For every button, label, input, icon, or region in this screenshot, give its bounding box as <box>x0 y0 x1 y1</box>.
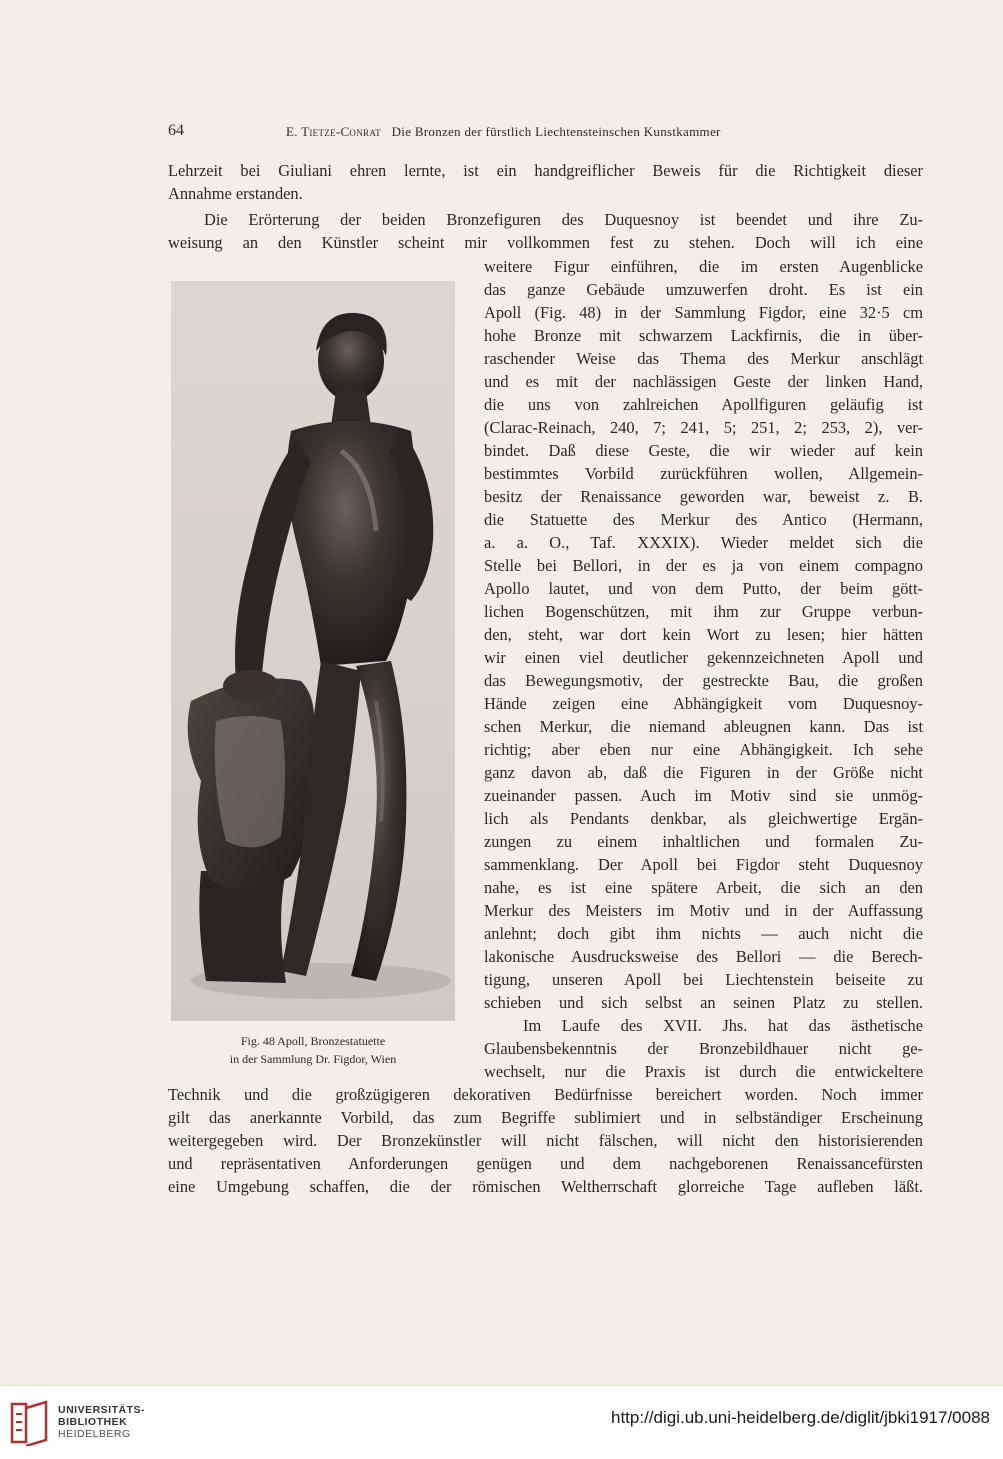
text-line: wir einen viel deutlicher gekennzeichneten Apoll und <box>484 648 923 667</box>
text-line: Im Laufe des XVII. Jhs. hat das ästhetische <box>523 1016 923 1035</box>
figure-caption-line: in der Sammlung Dr. Figdor, Wien <box>229 1052 397 1066</box>
library-name-line: BIBLIOTHEK <box>58 1416 128 1428</box>
text-line: weisung an den Künstler scheint mir vollkommen fest zu stehen. Doch will ich eine <box>168 233 923 252</box>
page-number: 64 <box>168 122 184 139</box>
library-name-line: HEIDELBERG <box>58 1428 131 1440</box>
text-line: schen Merkur, die niemand ableugnen kann. Das ist <box>484 717 923 736</box>
text-line: Apollo lautet, und von dem Putto, der beim gött- <box>484 579 923 598</box>
text-line: richtig; aber eben nur eine Abhängigkeit. Ich sehe <box>484 740 923 759</box>
apollo-bronze-statuette-image <box>171 281 455 1021</box>
text-line: die Statuette des Merkur des Antico (Hermann, <box>484 510 923 529</box>
text-line: die uns von zahlreichen Apollfiguren geläufig ist <box>484 395 923 414</box>
text-line: a. a. O., Taf. XXXIX). Wieder meldet sich die <box>484 533 923 552</box>
header-title: Die Bronzen der fürstlich Liechtensteinschen Kunstkammer <box>391 124 721 139</box>
text-line: Hände zeigen eine Abhängigkeit vom Duquesnoy- <box>484 694 923 713</box>
text-line: Annahme erstanden. <box>168 184 303 203</box>
source-url-link[interactable]: http://digi.ub.uni-heidelberg.de/diglit/jbki1917/0088 <box>611 1408 990 1427</box>
text-line: raschender Weise das Thema des Merkur anschlägt <box>484 349 923 368</box>
text-line: besitz der Renaissance geworden war, beweist z. B. <box>484 487 923 506</box>
text-line: ganz davon ab, daß die Figuren in der Größe nicht <box>484 763 923 782</box>
text-line: sammenklang. Der Apoll bei Figdor steht Duquesnoy <box>484 855 923 874</box>
text-line: und es mit der nachlässigen Geste der linken Hand, <box>484 372 923 391</box>
text-line: anlehnt; doch gibt ihm nichts — auch nicht die <box>484 924 923 943</box>
digitization-footer <box>0 1385 1003 1459</box>
text-line: weitergegeben wird. Der Bronzekünstler will nicht fälschen, will nicht den historisierenden <box>168 1131 923 1150</box>
text-line: weitere Figur einführen, die im ersten Augenblicke <box>484 257 923 276</box>
text-line: das ganze Gebäude umzuwerfen droht. Es ist ein <box>484 280 923 299</box>
text-line: schieben und sich selbst an seinen Platz zu stellen. <box>484 993 923 1012</box>
text-line: Glaubensbekenntnis der Bronzebildhauer nicht ge- <box>484 1039 923 1058</box>
text-line: lichen Bogenschützen, mit ihm zur Gruppe verbun- <box>484 602 923 621</box>
text-line: Stelle bei Bellori, in der es ja von einem compagno <box>484 556 923 575</box>
text-line: gilt das anerkannte Vorbild, das zum Begriffe sublimiert und in selbständiger Erscheinung <box>168 1108 923 1127</box>
text-line: nahe, es ist eine spätere Arbeit, die sich an den <box>484 878 923 897</box>
text-line: bindet. Daß diese Geste, die wir wieder auf kein <box>484 441 923 460</box>
text-line: lakonische Ausdrucksweise des Bellori — die Berech- <box>484 947 923 966</box>
text-line: eine Umgebung schaffen, die der römischen Weltherrschaft glorreiche Tage aufleben läßt. <box>168 1177 923 1196</box>
text-line: das Bewegungsmotiv, der gestreckte Bau, die großen <box>484 671 923 690</box>
university-library-logo-icon <box>10 1400 50 1446</box>
text-line: zungen zu einem inhaltlichen und formalen Zu- <box>484 832 923 851</box>
running-header <box>168 122 924 144</box>
library-name-line: UNIVERSITÄTS- <box>58 1404 146 1416</box>
text-line: tigung, unseren Apoll bei Liechtenstein beiseite zu <box>484 970 923 989</box>
text-line: lich als Pendants denkbar, als gleichwertige Ergän- <box>484 809 923 828</box>
text-line: und repräsentativen Anforderungen genügen und dem nachgeborenen Renaissancefürsten <box>168 1154 923 1173</box>
text-line: zueinander passen. Auch im Motiv sind sie unmög- <box>484 786 923 805</box>
text-line: bestimmtes Vorbild zurückführen wollen, Allgemein- <box>484 464 923 483</box>
figure-caption-line: Fig. 48 Apoll, Bronzestatuette <box>240 1034 386 1048</box>
header-author: E. Tietze-Conrat <box>286 124 381 139</box>
text-line: den, steht, war dort kein Wort zu lesen; hier hätten <box>484 625 923 644</box>
text-line: (Clarac-Reinach, 240, 7; 241, 5; 251, 2; 253, 2), ver- <box>484 418 923 437</box>
text-line: Lehrzeit bei Giuliani ehren lernte, ist ein handgreiflicher Beweis für die Richtigkeit dieser <box>168 161 923 180</box>
text-line: Merkur des Meisters im Motiv und in der Auffassung <box>484 901 923 920</box>
text-line: Apoll (Fig. 48) in der Sammlung Figdor, eine 32·5 cm <box>484 303 923 322</box>
text-line: wechselt, nur die Praxis ist durch die entwickeltere <box>484 1062 923 1081</box>
text-line: Die Erörterung der beiden Bronzefiguren des Duquesnoy ist beendet und ihre Zu- <box>204 210 923 229</box>
text-line: Technik und die großzügigeren dekorativen Bedürfnisse bereichert worden. Noch immer <box>168 1085 923 1104</box>
statue-photograph <box>171 281 455 1021</box>
running-title <box>286 124 721 140</box>
text-line: hohe Bronze mit schwarzem Lackfirnis, die in über- <box>484 326 923 345</box>
